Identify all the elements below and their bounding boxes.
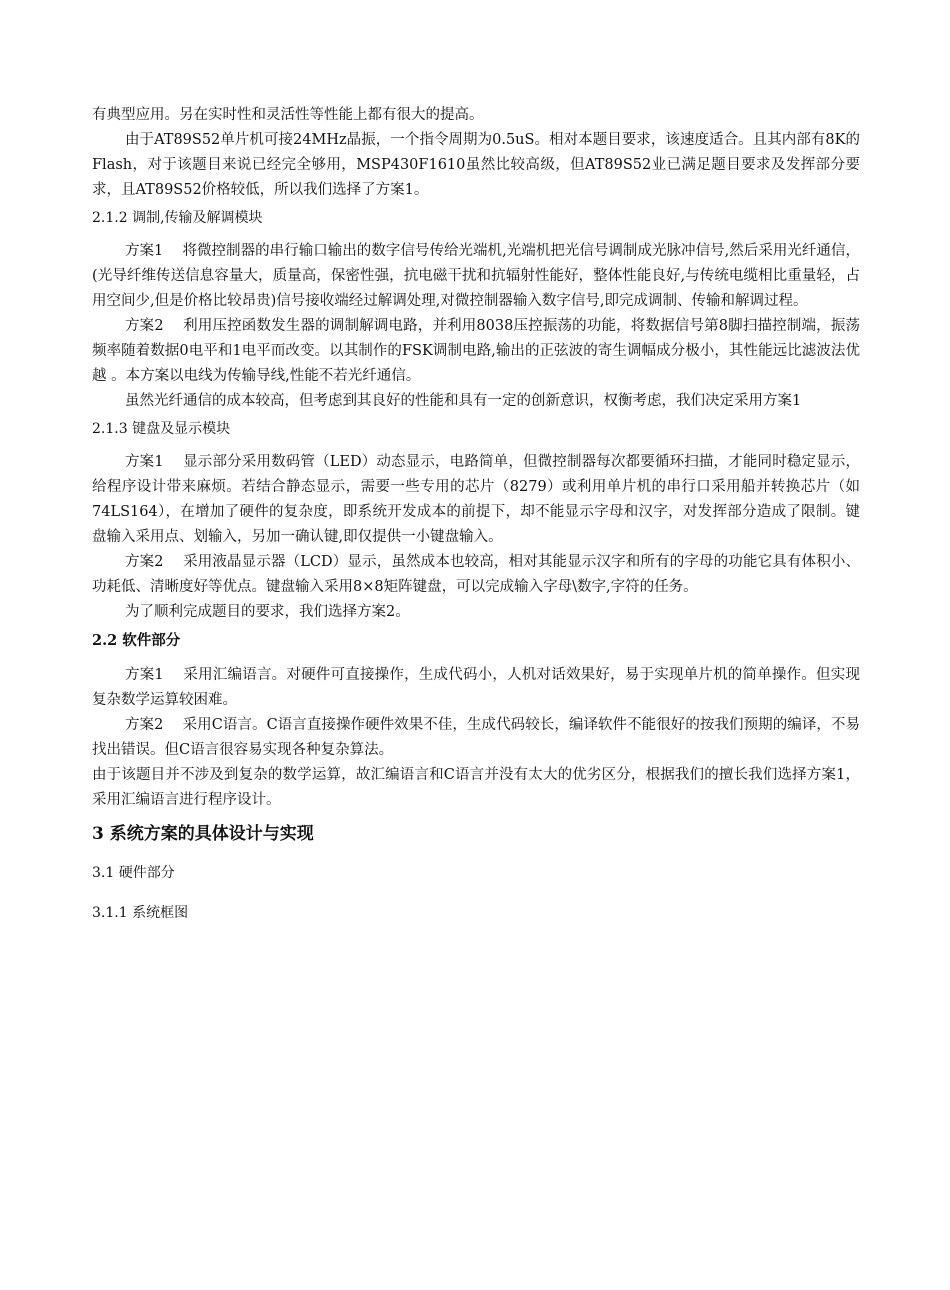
section-heading-2-1-2: 2.1.2 调制,传输及解调模块: [92, 210, 263, 226]
section-heading-3-1-1: 3.1.1 系统框图: [92, 905, 189, 921]
paragraph: 方案2 采用C语言。C语言直接操作硬件效果不佳，生成代码较长，编译软件不能很好的按我们预期的编译，不易找出错误。但C语言很容易实现各种复杂算法。: [92, 717, 860, 758]
paragraph: 方案1 将微控制器的串行输口输出的数字信号传给光端机,光端机把光信号调制成光脉冲信号,然后采用光纤通信，(光导纤维传送信息容量大，质量高，保密性强，抗电磁干扰和抗辐射性能好，整体性能良好,与传统电缆相比重量轻，占用空间少,但是价格比较昂贵)信号接收端经过解调处理,对微控制器输入数字信号,即完成调制、传输和解调过程。: [92, 243, 860, 309]
section-heading-2-2: 2.2 软件部分: [92, 632, 181, 649]
paragraph: 方案1 采用汇编语言。对硬件可直接操作，生成代码小，人机对话效果好，易于实现单片机的简单操作。但实现复杂数学运算较困难。: [92, 667, 860, 708]
paragraph: 方案2 利用压控函数发生器的调制解调电路，并利用8038压控振荡的功能，将数据信号第8脚扫描控制端，振荡频率随着数据0电平和1电平而改变。以其制作的FSK调制电路,输出的正弦波的寄生调幅成分极小，其性能远比滤波法优越 。本方案以电线为传输导线,性能不若光纤通信。: [92, 318, 860, 384]
paragraph: 有典型应用。另在实时性和灵活性等性能上都有很大的提高。: [92, 107, 484, 123]
section-heading-2-1-3: 2.1.3 键盘及显示模块: [92, 421, 231, 437]
paragraph: 由于该题目并不涉及到复杂的数学运算，故汇编语言和C语言并没有太大的优劣区分，根据我们的擅长我们选择方案1，采用汇编语言进行程序设计。: [92, 767, 860, 808]
section-heading-3-1: 3.1 硬件部分: [92, 865, 175, 881]
paragraph: 方案1 显示部分采用数码管（LED）动态显示，电路简单，但微控制器每次都要循环扫描，才能同时稳定显示，给程序设计带来麻烦。若结合静态显示，需要一些专用的芯片（8279）或利用单片机的串行口采用船并转换芯片（如74LS164），在增加了硬件的复杂度，即系统开发成本的前提下，却不能显示字母和汉字，对发挥部分造成了限制。键盘输入采用点、划输入，另加一确认键,即仅提供一小键盘输入。: [92, 454, 860, 545]
paragraph: 虽然光纤通信的成本较高，但考虑到其良好的性能和具有一定的创新意识，权衡考虑，我们决定采用方案1: [125, 393, 802, 409]
paragraph: 为了顺利完成题目的要求，我们选择方案2。: [125, 604, 410, 620]
paragraph: 由于AT89S52单片机可接24MHz晶振，一个指令周期为0.5uS。相对本题目要求，该速度适合。且其内部有8K的Flash，对于该题目来说已经完全够用，MSP430F1610虽然比较高级，但AT89S52业已满足题目要求及发挥部分要求，且AT89S52价格较低，所以我们选择了方案1。: [92, 132, 860, 198]
document-page: [92, 103, 860, 923]
section-heading-3: 3 系统方案的具体设计与实现: [92, 824, 314, 844]
paragraph: 方案2 采用液晶显示器（LCD）显示，虽然成本也较高，相对其能显示汉字和所有的字母的功能它具有体积小、功耗低、清晰度好等优点。键盘输入采用8×8矩阵键盘，可以完成输入字母\数字,字符的任务。: [92, 554, 860, 595]
